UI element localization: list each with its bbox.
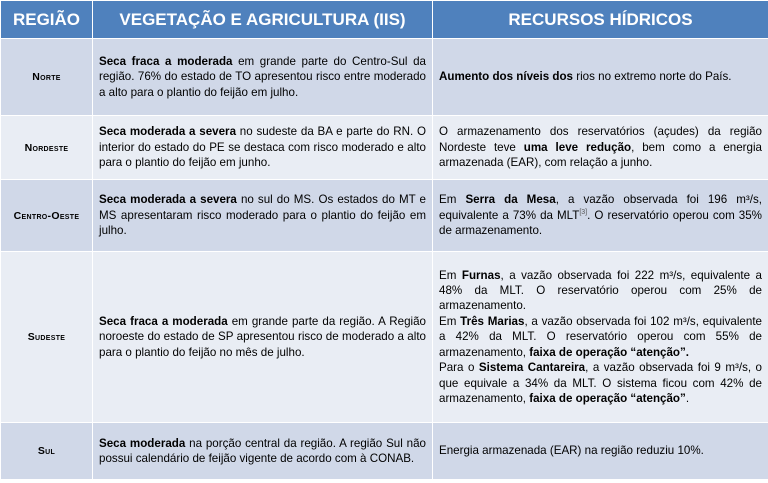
text-run: . bbox=[685, 391, 690, 405]
text-run: . O reservatório operou com 35% de armazenamento. bbox=[439, 208, 762, 238]
footnote-ref: [3] bbox=[579, 208, 588, 216]
region-cell: Sul bbox=[1, 423, 93, 480]
region-cell: Sudeste bbox=[1, 252, 93, 423]
vegetation-cell bbox=[93, 180, 433, 252]
text-run: rios no extremo norte do País. bbox=[573, 70, 732, 84]
bold-text: Seca fraca a moderada bbox=[99, 314, 228, 328]
region-cell: Nordeste bbox=[1, 116, 93, 180]
water-paragraph-tres-marias bbox=[439, 314, 762, 360]
text-run: Em bbox=[439, 314, 461, 328]
water-paragraph-cantareira bbox=[439, 360, 762, 406]
bold-text: Seca moderada bbox=[99, 436, 186, 450]
text-run: em grande parte do Centro-Sul da região. 76% do estado de TO apresentou risco entre moderado a alto para o plantio do feijão em julho. bbox=[99, 54, 426, 99]
bold-text: Serra da Mesa bbox=[465, 193, 556, 207]
text-run: na porção central da região. A região Sul não possui calendário de feijão vigente de acordo com à CONAB. bbox=[99, 436, 426, 465]
region-cell: Centro-Oeste bbox=[1, 180, 93, 252]
header-region: REGIÃO bbox=[1, 1, 93, 39]
water-paragraph-furnas bbox=[439, 268, 762, 314]
text-run: , a vazão observada foi 102 m³/s, equivalente a 42% da MLT. O reservatório operou com 55% de armazenamento, bbox=[439, 314, 762, 359]
text-run: , a vazão observada foi 196 m³/s, equivalente a 73% da MLT bbox=[439, 193, 762, 222]
text-run: O armazenamento dos reservatórios (açudes) da região Nordeste teve bbox=[439, 125, 762, 154]
water-cell bbox=[433, 180, 768, 252]
table-row bbox=[1, 423, 768, 480]
text-run: Em bbox=[439, 268, 462, 282]
bold-text: Seca moderada a severa bbox=[99, 193, 237, 207]
water-cell bbox=[433, 252, 768, 423]
water-cell bbox=[433, 423, 768, 480]
header-water-resources: RECURSOS HÍDRICOS bbox=[433, 1, 768, 39]
bold-text: faixa de operação “atenção” bbox=[529, 391, 686, 405]
bold-text: Aumento dos níveis dos bbox=[439, 70, 573, 84]
bold-text: Furnas bbox=[461, 268, 501, 282]
header-vegetation-agriculture: VEGETAÇÃO E AGRICULTURA (IIS) bbox=[93, 1, 433, 39]
table-row bbox=[1, 116, 768, 180]
bold-text: Três Marias bbox=[460, 314, 525, 328]
text-run: , a vazão observada foi 9 m³/s, o que equivale a 34% da MLT. O sistema ficou com 42% de armazenamento, bbox=[439, 361, 762, 405]
water-cell bbox=[433, 39, 768, 116]
text-run: Para o bbox=[439, 361, 479, 375]
table-row bbox=[1, 180, 768, 252]
text-run: em grande parte da região. A Região noroeste do estado de SP apresentou risco de moderado a alto para o plantio do feijão no mês de julho. bbox=[99, 314, 426, 359]
vegetation-cell bbox=[93, 423, 433, 480]
table-header-row bbox=[1, 1, 768, 39]
vegetation-cell bbox=[93, 252, 433, 423]
text-run: , a vazão observada foi 222 m³/s, equivalente a 48% da MLT. O reservatório operou com 25% de armazenamento. bbox=[439, 268, 762, 313]
vegetation-cell bbox=[93, 116, 433, 180]
water-cell bbox=[433, 116, 768, 180]
table-row bbox=[1, 39, 768, 116]
text-run: no sul do MS. Os estados do MT e MS apresentaram risco moderado para o plantio do feijão em julho. bbox=[99, 193, 426, 238]
vegetation-cell bbox=[93, 39, 433, 116]
bold-text: Seca fraca a moderada bbox=[99, 54, 233, 68]
bold-text: faixa de operação “atenção”. bbox=[529, 345, 690, 359]
text-run: no sudeste da BA e parte do RN. O interior do estado do PE se destaca com risco moderado e alto para o plantio do feijão em junho. bbox=[99, 125, 427, 170]
region-cell: Norte bbox=[1, 39, 93, 116]
table-row bbox=[1, 252, 768, 423]
bold-text: Sistema Cantareira bbox=[478, 361, 586, 375]
text-run: Em bbox=[439, 193, 466, 207]
text-run: , bem como a energia armazenada (EAR), com relação a junho. bbox=[439, 140, 762, 170]
text-run: Energia armazenada (EAR) na região reduziu 10%. bbox=[439, 444, 704, 458]
bold-text: uma leve redução bbox=[523, 140, 632, 154]
bold-text: Seca moderada a severa bbox=[99, 125, 237, 139]
